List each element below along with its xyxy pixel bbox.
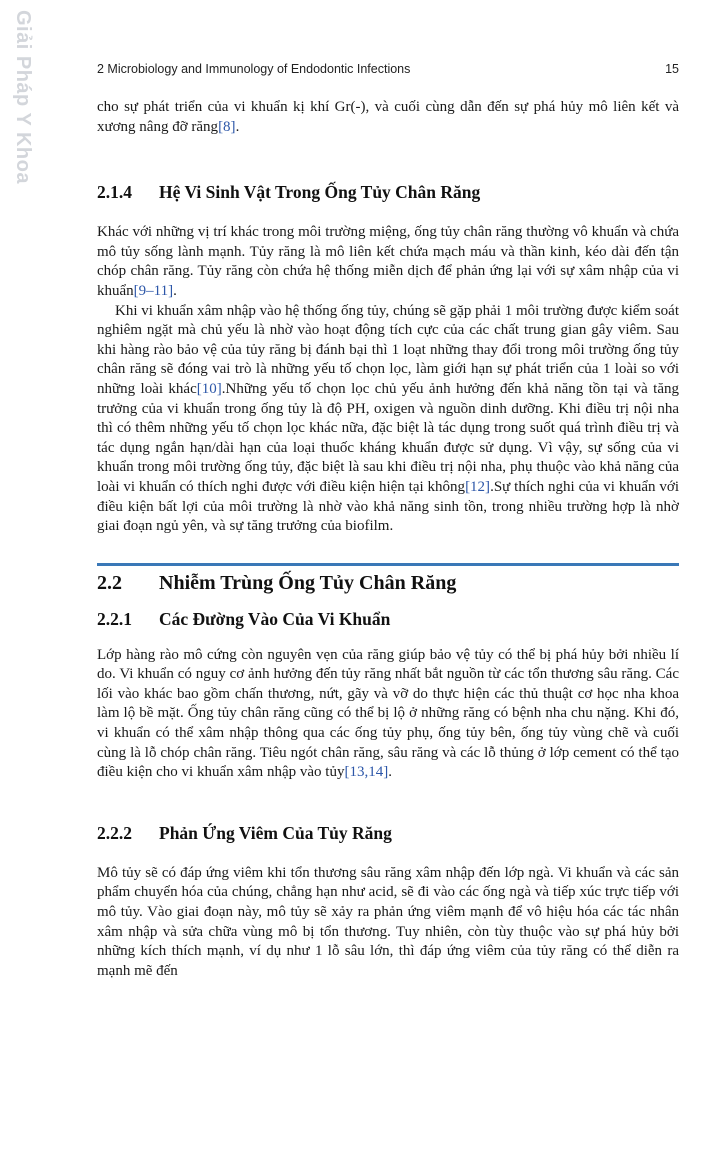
citation-link[interactable]: [8] (218, 118, 236, 135)
section-heading-2-2-1 (97, 609, 679, 630)
paragraph-intro (97, 98, 679, 137)
section-heading-2-2-2 (97, 823, 679, 844)
citation-link[interactable]: [9–11] (133, 282, 174, 299)
citation-link[interactable]: [12] (465, 478, 491, 495)
text: .Những yếu tố chọn lọc chủ yếu ảnh hưởng đến khả năng tồn tại và tăng trưởng của vi khuẩn trong ống tủy là độ PH, oxigen và nguồn dinh dưỡng. Khi điều trị nội nha thì có thêm những yếu tố chọn lọc khác nữa, đặc biệt là tác dụng trong suốt quá trình điều trị và tác dụng ngắn hạn/dài hạn của loại thuốc kháng khuẩn được sử dụng. Vì vậy, sự sống của vi khuẩn trong môi trường ống tủy, đặc biệt là sau khi điều trị nội nha, phụ thuộc vào khả năng của loài vi khuẩn có thích nghi được với điều kiện hiện tại không (97, 380, 679, 495)
section-heading-2-2 (97, 572, 679, 595)
section-title: Hệ Vi Sinh Vật Trong Ống Tủy Chân Răng (159, 182, 481, 203)
watermark-logo: Giải Pháp Y Khoa (12, 10, 34, 184)
text: . (173, 282, 177, 299)
page-body (97, 98, 679, 981)
text: Khác với những vị trí khác trong môi trường miệng, ống tủy chân răng thường vô khuẩn và chứa mô tủy sống lành mạnh. Tủy răng là mô liên kết chứa mạch máu và thần kinh, kéo dài đến tận chóp chân răng. Tủy răng còn chứa hệ thống miễn dịch để phản ứng lại với sự xâm nhập của vi khuẩn (97, 224, 679, 299)
page-number: 15 (665, 62, 679, 76)
text: cho sự phát triển của vi khuẩn kị khí Gr(-), và cuối cùng dẫn đến sự phá hủy mô liên kết và xương nâng đỡ răng (97, 99, 679, 135)
section-title: Các Đường Vào Của Vi Khuẩn (159, 608, 391, 629)
section-rule (97, 563, 679, 566)
section-number: 2.2 (97, 571, 122, 594)
chapter-title: 2 Microbiology and Immunology of Endodontic Infections (97, 62, 411, 76)
paragraph-1 (97, 223, 679, 301)
section-number: 2.1.4 (97, 182, 132, 203)
text: . (388, 764, 392, 781)
text: .Sự thích nghi của vi khuẩn với điều kiện bất lợi của môi trường là nhờ vào khả năng sinh tồn, trong nhiều trường hợp là nhờ giai đoạn ngủ yên, và sự tăng trưởng của biofilm. (97, 478, 679, 535)
text: Mô tủy sẽ có đáp ứng viêm khi tổn thương sâu răng xâm nhập đến lớp ngà. Vi khuẩn và các sản phẩm chuyển hóa của chúng, chẳng hạn như acid, sẽ đi vào các ống ngà và tiếp xúc trực tiếp với mô tủy. Vào giai đoạn này, mô tủy sẽ xảy ra phản ứng viêm mạnh để vô hiệu hóa các tác nhân xâm nhập và sửa chữa vùng mô bị tổn thương. Tuy nhiên, còn tùy thuộc vào sự phá hủy bởi những kích thích mạnh, ví dụ như 1 lỗ sâu lớn, thì đáp ứng viêm của tủy răng có thể diễn ra mạnh mẽ đến (97, 864, 679, 979)
section-number: 2.2.2 (97, 822, 132, 843)
citation-link[interactable]: [13,14] (344, 764, 389, 781)
section-title: Nhiễm Trùng Ống Tủy Chân Răng (159, 571, 457, 594)
section-title: Phản Ứng Viêm Của Tủy Răng (159, 822, 392, 843)
section-number: 2.2.1 (97, 608, 132, 629)
citation-link[interactable]: [10] (196, 380, 222, 397)
paragraph-3 (97, 646, 679, 783)
paragraph-2 (97, 302, 679, 537)
text: . (235, 118, 240, 135)
text: Lớp hàng rào mô cứng còn nguyên vẹn của răng giúp bảo vệ tủy có thể bị phá hủy bởi nhiều lí do. Vi khuẩn có nguy cơ ảnh hưởng đến tủy răng nhất bắt nguồn từ các tổn thương sâu răng. Các lối vào khác bao gồm chấn thương, nứt, gãy và vỡ do thực hiện các thủ thuật cơ học nha khoa làm lộ bề mặt. Ống tủy chân răng cũng có thể bị lộ ở những răng có bệnh nha chu nặng. Khi đó, vi khuẩn có thể xâm nhập thông qua các ống tủy phụ, ống tủy bên, ống tủy vùng chẽ và cuối cùng là lỗ chóp chân răng. Tiêu ngót chân răng, sâu răng và các lỗ thủng ở lớp cement có thể tạo điều kiện cho vi khuẩn xâm nhập vào tủy (97, 646, 679, 781)
running-head (97, 62, 679, 76)
section-heading-2-1-4 (97, 182, 679, 203)
paragraph-4 (97, 864, 679, 982)
text: Khi vi khuẩn xâm nhập vào hệ thống ống tủy, chúng sẽ gặp phải 1 môi trường được kiểm soát nghiêm ngặt mà chủ yếu là nhờ vào hoạt động tích cực của các chất trung gian gây viêm. Sau khi hàng rào bảo vệ của tủy răng bị đánh bại thì 1 loạt những thay đổi trong môi trường ống tủy chân răng sẽ đóng vai trò là những yếu tố chọn lọc, làm giới hạn sự phát triển của 1 loài so với những loài khác (97, 302, 679, 397)
